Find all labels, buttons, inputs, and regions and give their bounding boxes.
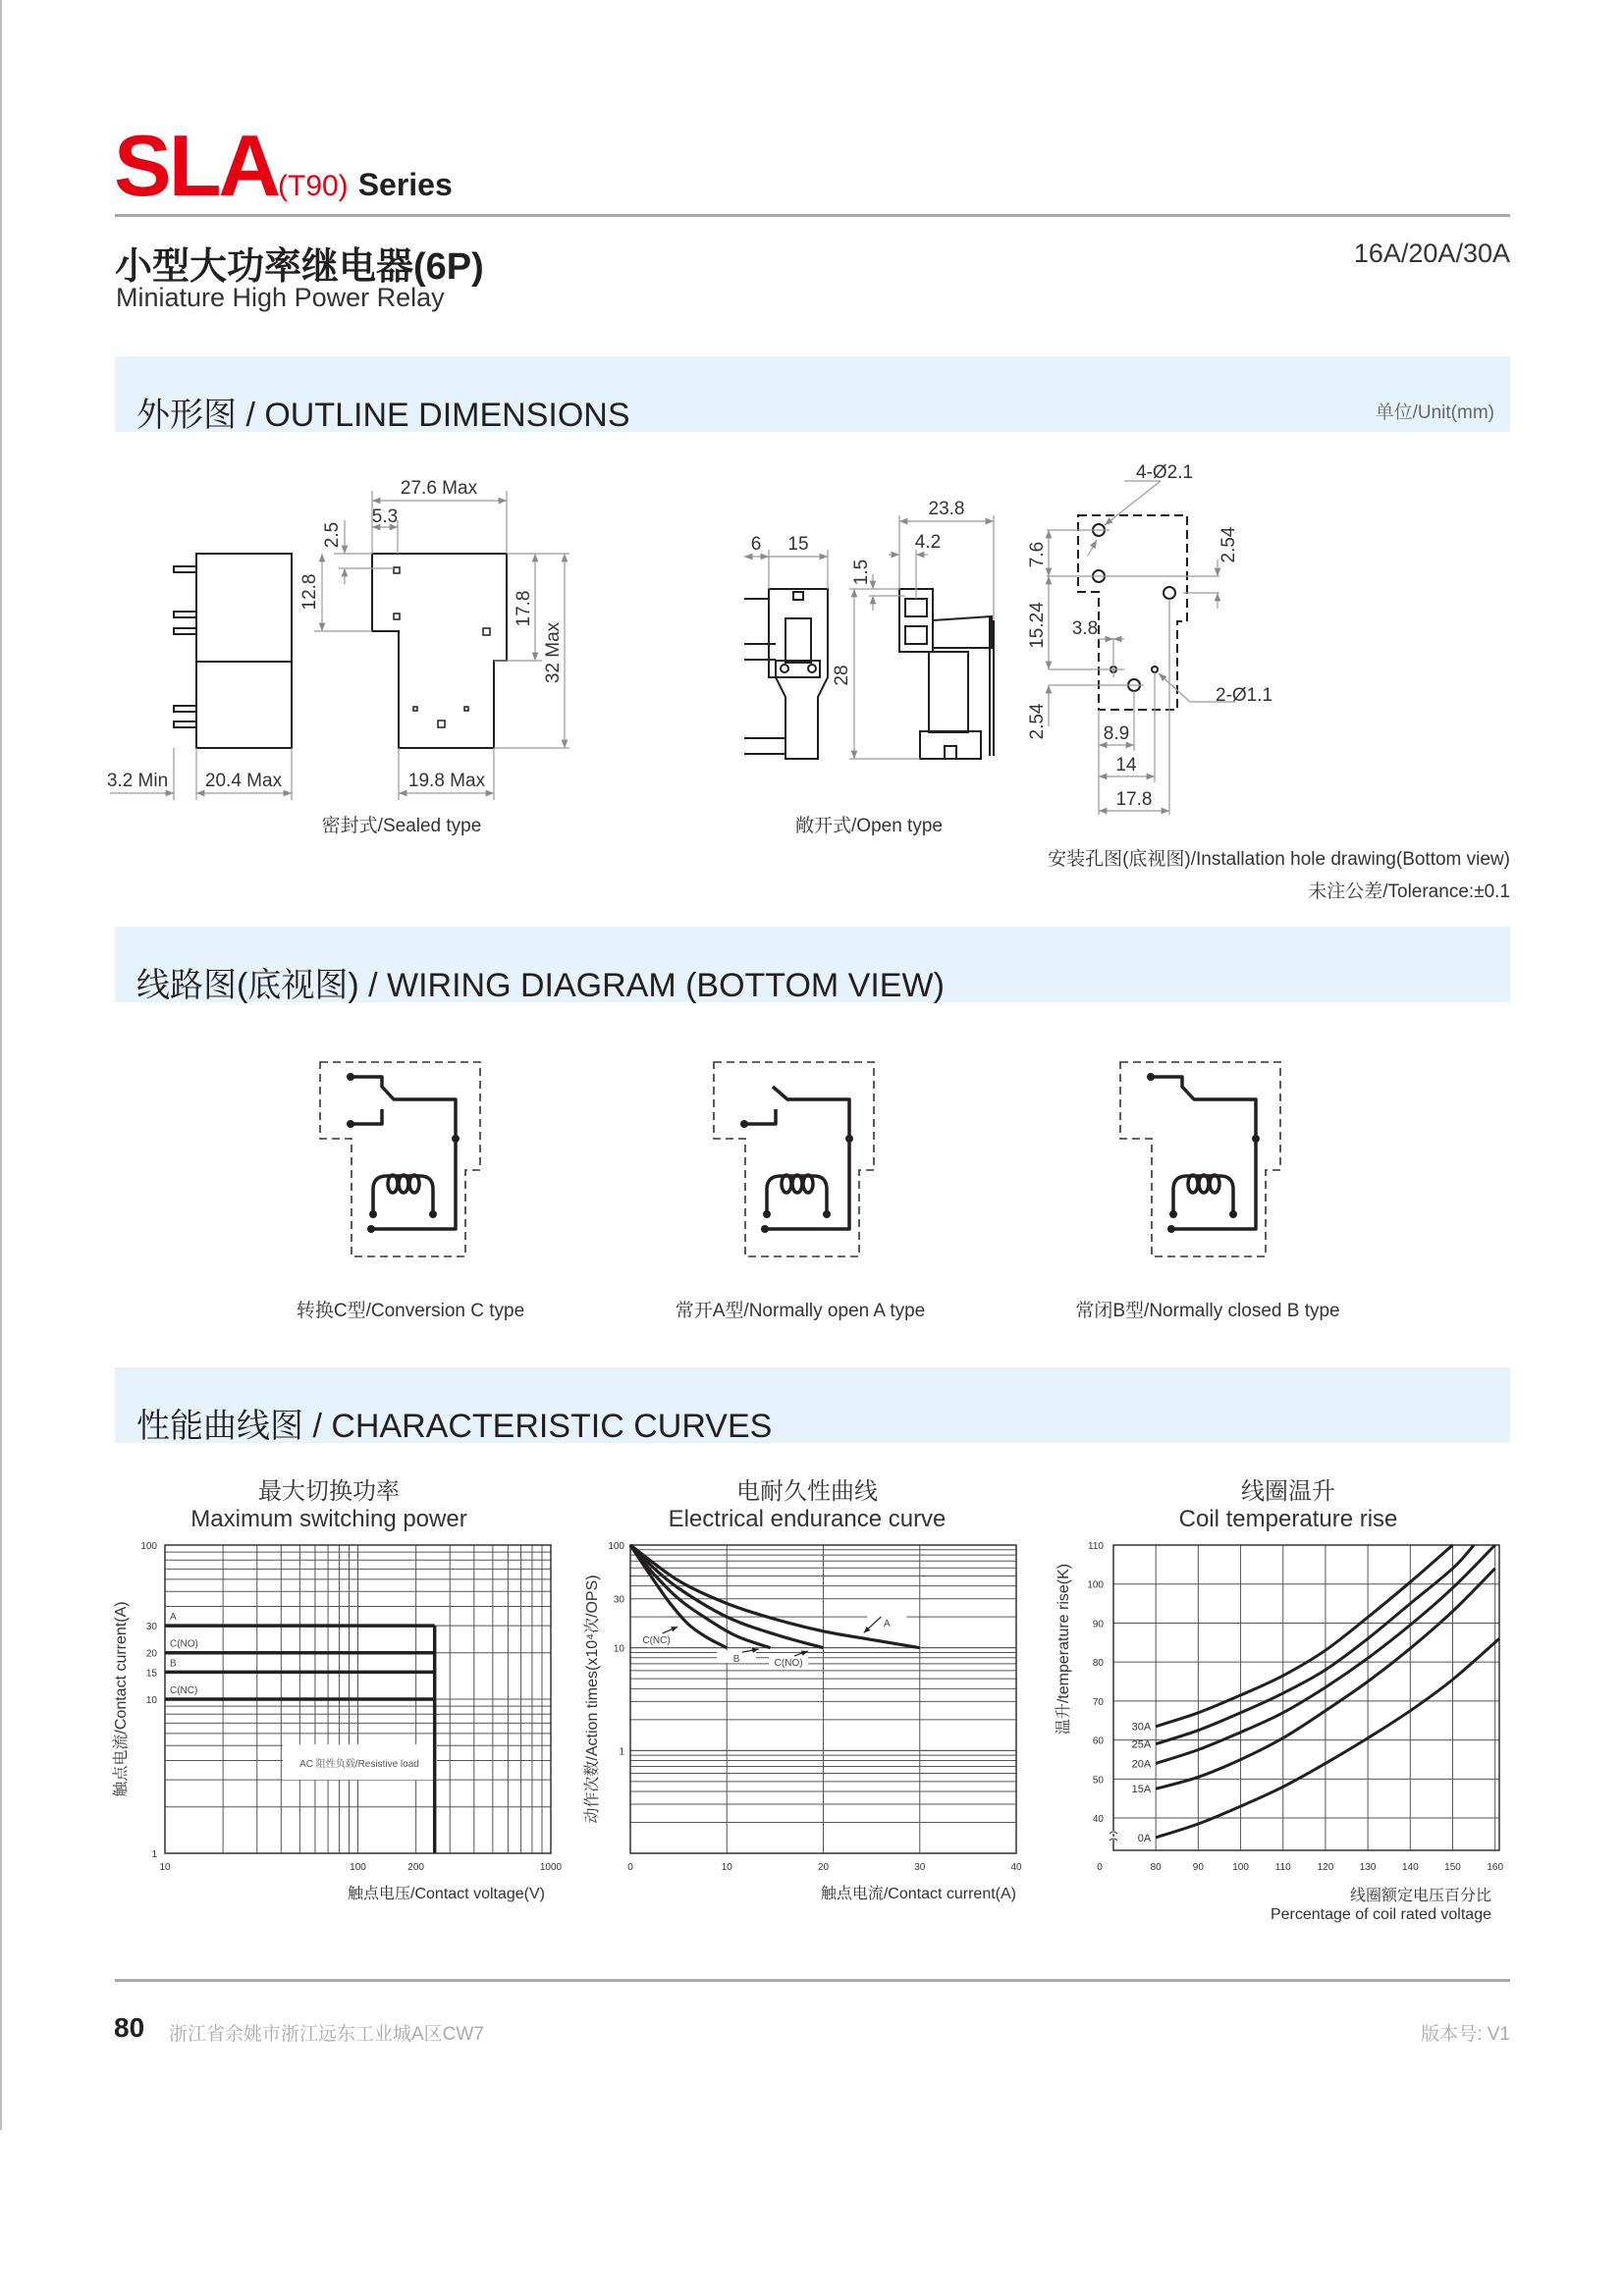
chart1-title-en: Maximum switching power: [190, 1506, 467, 1532]
sealed-top-view: [372, 554, 507, 748]
x-tick-label: 160: [1487, 1862, 1504, 1873]
dim-pitch-right: 2.54: [1218, 526, 1239, 563]
y-tick-label: 40: [1092, 1814, 1104, 1826]
dim-bottom-width: 19.8 Max: [407, 771, 486, 791]
current-ratings: 16A/20A/30A: [1353, 239, 1510, 268]
chart3-title: [1053, 1478, 1524, 1533]
x-tick-label: 90: [1192, 1862, 1204, 1873]
y-axis-label: 触点电流/Contact current(A): [113, 1601, 130, 1797]
y-axis-label: 温升/temperature rise(K): [1056, 1563, 1072, 1735]
section-wiring-header: [115, 927, 1510, 1002]
dim-width-max: 27.6 Max: [400, 478, 478, 499]
dim-open-height: 28: [832, 665, 852, 686]
x-tick-label: 120: [1317, 1862, 1334, 1873]
chart3-title-cn: 线圈温升: [1241, 1478, 1335, 1505]
x-tick-label: 20: [817, 1862, 830, 1873]
dim-right-step: 17.8: [514, 590, 534, 627]
chart-electrical-endurance: [569, 1531, 1041, 1934]
product-title-en: Miniature High Power Relay: [116, 283, 445, 312]
dim-open-side-width: 15: [787, 534, 809, 555]
open-side-view: [744, 589, 828, 759]
chart3-title-en: Coil temperature rise: [1178, 1506, 1398, 1532]
series-curve-25a: [1156, 1545, 1474, 1744]
x-tick-label: 200: [407, 1862, 424, 1873]
header-divider: [115, 214, 1510, 217]
x-tick-label: 80: [1150, 1862, 1162, 1873]
series-label: 30A: [1131, 1721, 1152, 1734]
y-tick-label: 20: [145, 1648, 157, 1660]
y-tick-label: 30: [145, 1622, 157, 1633]
chart1-title-cn: 最大切换功率: [258, 1478, 400, 1505]
x-tick-label: 1000: [539, 1862, 563, 1873]
series-label: A: [170, 1612, 177, 1624]
x-axis-label: 触点电流/Contact current(A): [820, 1886, 1016, 1902]
x-tick-label: 100: [350, 1862, 366, 1873]
chart-max-switching-power: [98, 1531, 569, 1934]
wiring-diagram-c-type: [318, 1060, 485, 1261]
y-tick-label: 90: [1092, 1619, 1104, 1630]
page-edge: [0, 0, 2, 2130]
chart2-title-cn: 电耐久性曲线: [736, 1478, 878, 1505]
dim-open-pin: 6: [750, 534, 762, 555]
x-tick-label: 140: [1401, 1862, 1419, 1873]
x-tick-label: 10: [159, 1862, 171, 1873]
chart2-title-en: Electrical endurance curve: [668, 1506, 947, 1532]
version-label: 版本号: V1: [1421, 2024, 1510, 2045]
dim-dist-3: 17.8: [1115, 789, 1153, 810]
y-tick-label: 60: [1092, 1735, 1104, 1747]
section-curves-header: [115, 1367, 1510, 1443]
dim-pin-offset: 5.3: [371, 507, 399, 527]
y-tick-label: 100: [1087, 1579, 1104, 1591]
open-front-view: [899, 589, 994, 759]
unit-label: 单位/Unit(mm): [1375, 402, 1494, 423]
dim-small-holes: 2-Ø1.1: [1216, 685, 1273, 706]
x-tick-label: 150: [1444, 1862, 1461, 1873]
dim-height-max: 32 Max: [543, 621, 564, 684]
x-tick-label: 130: [1359, 1862, 1377, 1873]
dim-step-height: 12.8: [299, 573, 320, 611]
series-word: Series: [357, 167, 453, 202]
section-title: 外形图 / OUTLINE DIMENSIONS: [136, 397, 630, 434]
y-tick-label: 50: [1092, 1775, 1104, 1787]
y-axis-label: 动作次数/Action times(x10⁴次/OPS): [584, 1575, 601, 1824]
x-axis-label: 触点电压/Contact voltage(V): [348, 1886, 545, 1902]
series-label: 0A: [1137, 1832, 1152, 1844]
caption-a-type: 常开A型/Normally open A type: [675, 1301, 926, 1321]
page-number: 80: [114, 2012, 145, 2043]
dim-pitch-bottom: 2.54: [1027, 703, 1048, 740]
tolerance-note: 未注公差/Tolerance:±0.1: [1308, 881, 1510, 902]
x-tick-label: 10: [721, 1862, 732, 1873]
y-tick-label: 30: [613, 1594, 624, 1606]
y-tick-label: 100: [140, 1541, 157, 1552]
y-tick-label: 80: [1092, 1658, 1104, 1670]
y-tick-label: 10: [145, 1695, 157, 1706]
series-brand: [114, 116, 453, 216]
dim-pin-length: 3.2 Min: [106, 771, 169, 791]
y-tick-label: 1: [619, 1746, 624, 1758]
series-label: C(NC): [170, 1685, 198, 1696]
footer-divider: [115, 1979, 1510, 1982]
x-tick-label: 30: [914, 1862, 926, 1873]
chart1-title: [93, 1478, 565, 1533]
footer-address: 浙江省余姚市浙江远东工业城A区CW7: [169, 2024, 484, 2045]
wiring-diagram-b-type: [1118, 1060, 1285, 1261]
dim-pitch-mid: 15.24: [1027, 602, 1048, 649]
caption-b-type: 常闭B型/Normally closed B type: [1075, 1301, 1340, 1321]
section-title: 线路图(底视图) / WIRING DIAGRAM (BOTTOM VIEW): [136, 967, 945, 1004]
series-label: C(NO): [170, 1638, 198, 1650]
hole-dimension-lines: [1047, 481, 1235, 815]
caption-sealed-type: 密封式/Sealed type: [321, 816, 482, 836]
dim-dist-1: 8.9: [1103, 723, 1130, 744]
x-tick-label: 110: [1274, 1862, 1291, 1873]
x-tick-label: 40: [1010, 1862, 1022, 1873]
dim-open-contact-offset: 4.2: [914, 532, 942, 553]
x-tick-label: 0: [627, 1862, 633, 1873]
series-label: C(NO): [774, 1657, 803, 1669]
series-label: 20A: [1131, 1758, 1152, 1771]
y-tick-label: 110: [1088, 1541, 1104, 1552]
series-label: C(NC): [642, 1634, 671, 1646]
product-title-cn: 小型大功率继电器(6P): [115, 246, 484, 288]
y-tick-label: 70: [1092, 1696, 1104, 1708]
series-main: SLA: [114, 117, 278, 214]
caption-installation-hole: 安装孔图(底视图)/Installation hole drawing(Bottom view): [1048, 849, 1510, 870]
dim-open-top-offset: 1.5: [851, 559, 872, 586]
x-tick-label: 100: [1232, 1862, 1249, 1873]
chart-coil-temperature-rise: [1041, 1531, 1512, 1934]
wiring-diagram-a-type: [712, 1060, 879, 1261]
x-tick-label: 0: [1097, 1862, 1103, 1873]
x-axis-label-cn: 线圈额定电压百分比: [1349, 1888, 1491, 1904]
series-sub: (T90): [278, 170, 349, 202]
chart2-title: [571, 1478, 1043, 1533]
series-label: 15A: [1131, 1784, 1152, 1796]
open-dimension-lines: [744, 515, 994, 759]
dim-dist-2: 14: [1115, 755, 1137, 775]
y-tick-label: 1: [151, 1849, 157, 1860]
dim-pin-top-v: 2.5: [322, 521, 343, 549]
x-axis-label: Percentage of coil rated voltage: [1270, 1906, 1491, 1923]
y-tick-label: 15: [145, 1668, 157, 1680]
dim-depth: 20.4 Max: [204, 771, 283, 791]
series-label: 25A: [1131, 1738, 1152, 1751]
caption-c-type: 转换C型/Conversion C type: [296, 1301, 525, 1321]
dim-open-width: 23.8: [928, 499, 965, 519]
dim-pitch-top: 7.6: [1027, 541, 1048, 568]
series-label: B: [732, 1654, 740, 1666]
y-tick-label: 10: [613, 1643, 624, 1655]
sealed-side-view: [174, 554, 292, 748]
series-label: B: [170, 1658, 177, 1670]
dim-small-pitch: 3.8: [1071, 618, 1099, 639]
section-title: 性能曲线图 / CHARACTERISTIC CURVES: [136, 1408, 773, 1445]
section-outline-header: [115, 356, 1510, 432]
dim-big-holes: 4-Ø2.1: [1135, 462, 1194, 483]
annotation-resistive-load: AC 阻性负载/Resistive load: [299, 1759, 419, 1770]
caption-open-type: 敞开式/Open type: [795, 816, 943, 836]
y-tick-label: 100: [608, 1541, 624, 1552]
series-label: A: [884, 1619, 891, 1630]
